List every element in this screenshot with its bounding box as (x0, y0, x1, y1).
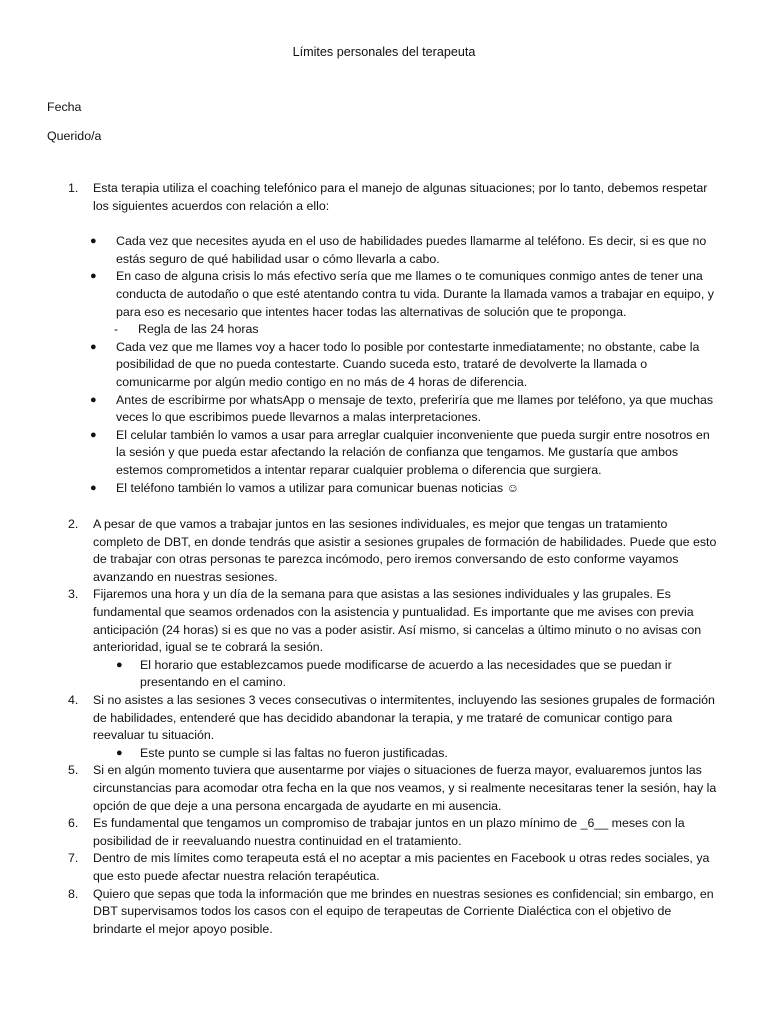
document-title: Límites personales del terapeuta (292, 45, 476, 59)
bullet-text: Antes de escribirme por whatsApp o mensaje de texto, preferiría que me llames por teléfono, ya que muchas veces lo que escribimos puede llevarnos a malas interpretaciones. (116, 392, 714, 425)
sub-item (0, 321, 768, 339)
bullet-icon: ● (90, 481, 97, 494)
bullet-text: El celular también lo vamos a usar para arreglar cualquier inconveniente que pueda surgir entre nosotros en la sesión y que pueda estar afectando la relación de confianza que tengamos. Me gustaría que ambos estemos comprometidos a intentar reparar cualquier problema o diferencia que surgiera. (116, 427, 710, 477)
bullet-icon: ● (90, 428, 97, 441)
item-number: 6. (68, 816, 79, 831)
list-item-5 (0, 762, 768, 815)
bullet-item (0, 427, 768, 480)
item-text: Si no asistes a las sesiones 3 veces consecutivas o intermitentes, incluyendo las sesiones grupales de formación de habilidades, entenderé que has decidido abandonar la terapia, y me trataré de comunicar contigo para reevaluar tu situación. (93, 693, 715, 743)
date-label: Fecha (47, 100, 82, 114)
list-item-4 (0, 692, 768, 745)
list-item-7 (0, 850, 768, 885)
bullet-item (0, 392, 768, 427)
bullet-text: En caso de alguna crisis lo más efectivo sería que me llames o te comuniques conmigo antes de tener una conducta de autodaño o que esté atentando contra tu vida. Durante la llamada vamos a trabajar en equipo, y para eso es necesario que intentes hacer todas las alternativas de solución que te proponga. (116, 269, 714, 319)
dash-icon: - (114, 322, 119, 337)
bullet-item (0, 233, 768, 268)
item-text: Esta terapia utiliza el coaching telefónico para el manejo de algunas situaciones; por lo tanto, debemos respetar los siguientes acuerdos con relación a ello: (93, 181, 708, 213)
item-text: Si en algún momento tuviera que ausentarme por viajes o situaciones de fuerza mayor, evaluaremos juntos las circunstancias para acomodar otra fecha en la que nos veamos, y si realmente necesitaras tener la sesión, hay la opción de que deje a una persona encargada de ayudarte en mi ausencia. (93, 763, 717, 813)
item-number: 5. (68, 763, 79, 778)
item-number: 2. (68, 517, 79, 532)
list-item-6 (0, 815, 768, 850)
bullet-icon: ● (90, 340, 97, 353)
list-item-3 (0, 586, 768, 656)
bullet-text: El teléfono también lo vamos a utilizar para comunicar buenas noticias ☺ (116, 480, 520, 495)
bullet-icon: ● (90, 235, 97, 248)
item-text: Fijaremos una hora y un día de la semana para que asistas a las sesiones individuales y las grupales. Es fundamental que seamos ordenados con la asistencia y puntualidad. Es importante que me avises con previa anticipación (24 horas) si es que no vas a poder asistir. Así mismo, si cancelas a último minuto o no avisas con anterioridad, igual se te cobrará la sesión. (93, 587, 702, 655)
bullet-text: Este punto se cumple si las faltas no fueron justificadas. (140, 745, 448, 760)
item-text: Es fundamental que tengamos un compromiso de trabajar juntos en un plazo mínimo de _6__ meses con la posibilidad de ir reevaluando nuestra continuidad en el tratamiento. (93, 816, 685, 848)
list-item-8 (0, 886, 768, 939)
agreement-list (0, 180, 768, 938)
bullet-item (0, 657, 768, 692)
bullet-text: Cada vez que me llames voy a hacer todo lo posible por contestarte inmediatamente; no obstante, cabe la posibilidad de que no pueda contestarte. Cuando suceda esto, trataré de devolverte la llamada o comunicarme por algún medio contigo en no más de 4 horas de diferencia. (116, 339, 700, 389)
bullet-text: Cada vez que necesites ayuda en el uso de habilidades puedes llamarme al teléfono. Es decir, si es que no estás seguro de qué habilidad usar o cómo llevarla a cabo. (116, 234, 707, 266)
bullet-icon: ● (90, 393, 97, 406)
bullet-icon: ● (116, 746, 123, 759)
bullet-item (0, 745, 768, 763)
phone-coaching-bullets (0, 233, 768, 497)
bullet-text: El horario que establezcamos puede modificarse de acuerdo a las necesidades que se puedan ir presentando en el camino. (140, 657, 672, 690)
bullet-icon: ● (116, 658, 123, 671)
sub-item-text: Regla de las 24 horas (138, 322, 259, 337)
item-number: 8. (68, 886, 79, 901)
item-text: A pesar de que vamos a trabajar juntos en las sesiones individuales, es mejor que tengas un tratamiento completo de DBT, en donde tendrás que asistir a sesiones grupales de formación de habilidades. Puede que esto de trabajar con otras personas te parezca incómodo, pero iremos conversando de esto conforme vayamos avanzando en nuestras sesiones. (93, 517, 717, 584)
item-number: 3. (68, 587, 79, 602)
item-number: 1. (68, 181, 79, 195)
bullet-item (0, 480, 768, 498)
bullet-icon: ● (90, 270, 97, 283)
greeting: Querido/a (47, 129, 102, 143)
item-text: Dentro de mis límites como terapeuta está el no aceptar a mis pacientes en Facebook u otras redes sociales, ya que esto puede afectar nuestra relación terapéutica. (93, 851, 710, 883)
list-item-1 (0, 180, 768, 215)
item-number: 7. (68, 851, 79, 866)
bullet-item (0, 268, 768, 321)
item-text: Quiero que sepas que toda la información que me brindes en nuestras sesiones es confidencial; sin embargo, en DBT supervisamos todos los casos con el equipo de terapeutas de Corriente Dialéctica con el objetivo de brindarte el mejor apoyo posible. (93, 886, 714, 936)
bullet-item (0, 339, 768, 392)
item-number: 4. (68, 693, 79, 708)
list-item-2 (0, 516, 768, 586)
